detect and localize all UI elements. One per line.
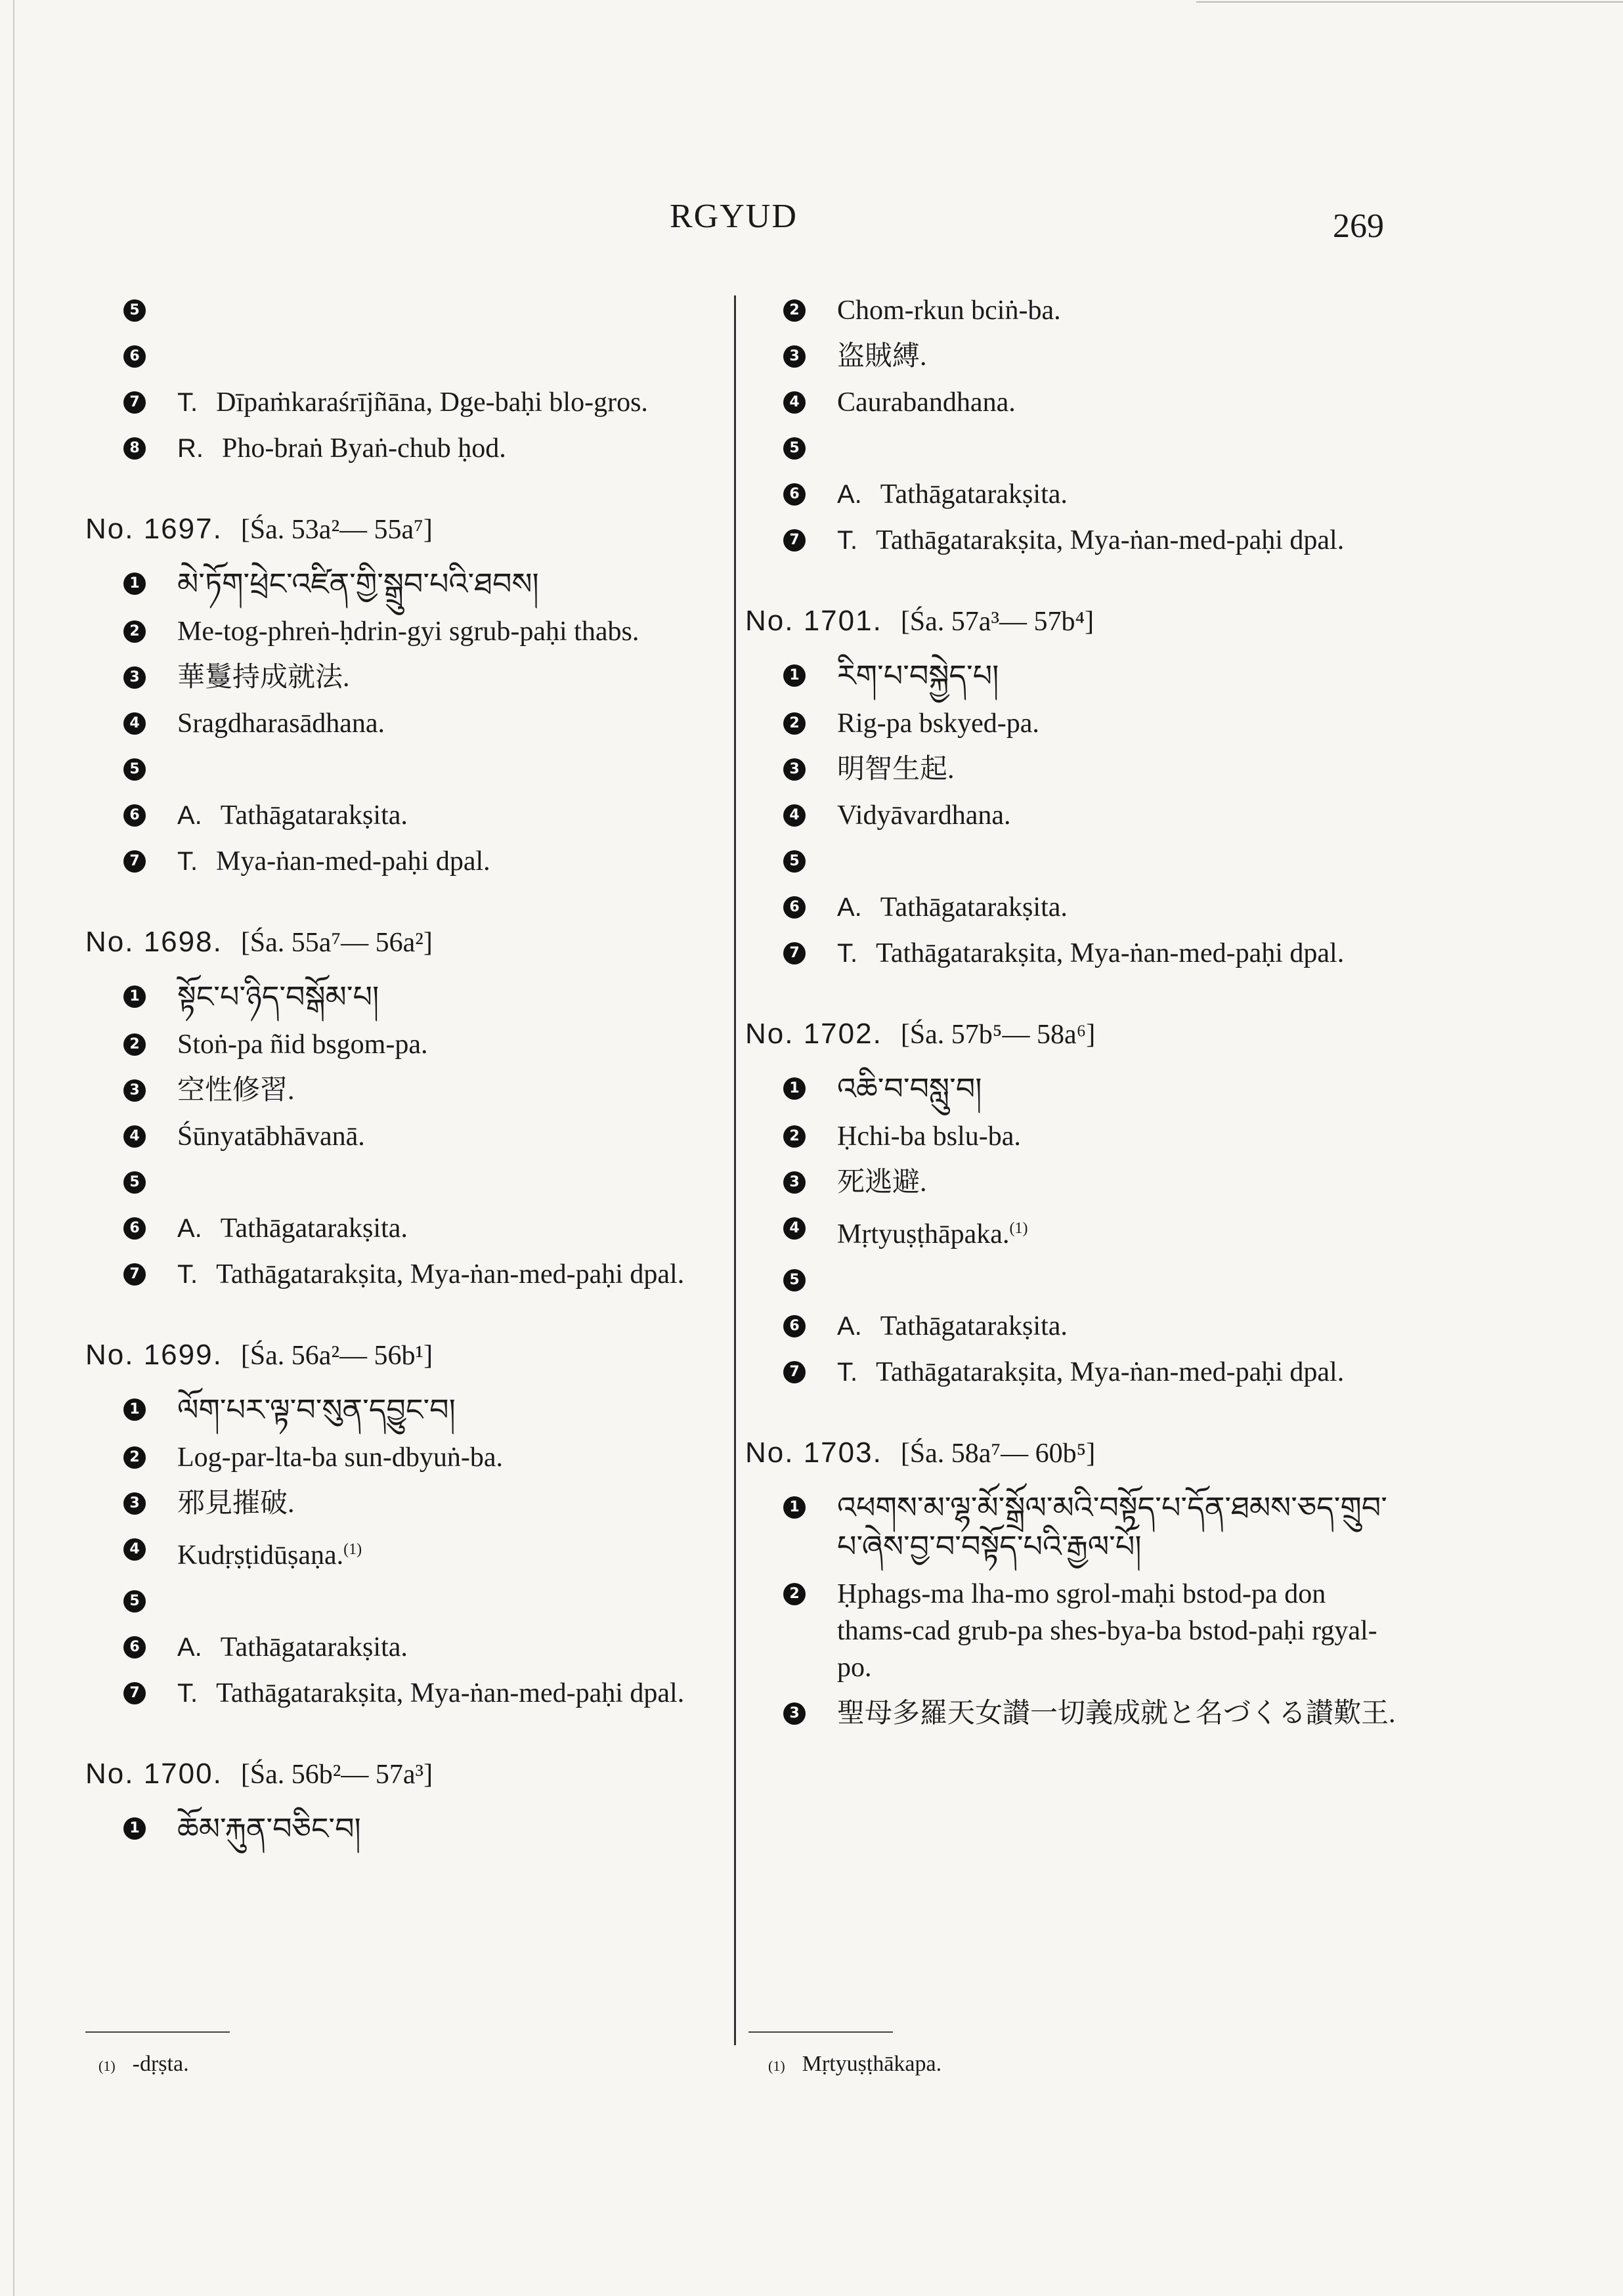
entry-field <box>745 1308 1402 1345</box>
field-number-badge: 5 <box>783 437 806 460</box>
entry-field <box>745 705 1402 742</box>
entry-field <box>85 978 729 1017</box>
field-text: Ḥchi-ba bslu-ba. <box>837 1121 1021 1152</box>
entry-field <box>745 1210 1402 1253</box>
entry-field <box>85 1531 729 1574</box>
field-number-badge: 2 <box>783 1125 806 1148</box>
role-label: T. <box>177 847 198 876</box>
role-label: T. <box>177 1260 198 1289</box>
entry-number: No. 1700. <box>85 1758 223 1790</box>
field-number-badge: 4 <box>123 712 146 735</box>
field-number-badge: 3 <box>783 1702 806 1725</box>
footnote-left <box>98 2052 189 2077</box>
field-number-badge: 3 <box>123 1079 146 1102</box>
folio-reference: [Śa. 57b⁵— 58a⁶] <box>900 1020 1096 1050</box>
field-number-badge: 7 <box>783 529 806 552</box>
role-label: T. <box>177 1679 198 1708</box>
field-text: 華鬘持成就法. <box>177 662 350 693</box>
field-number-badge: 1 <box>783 1077 806 1100</box>
footnote-marker: (1) <box>343 1541 362 1558</box>
left-column <box>85 292 729 1858</box>
entry-field <box>745 935 1402 972</box>
folio-reference: [Śa. 56b²— 57a³] <box>240 1760 433 1790</box>
field-text: Tathāgatarakṣita. <box>220 1632 408 1662</box>
field-number-badge: 2 <box>123 620 146 643</box>
entry-field <box>745 1164 1402 1201</box>
role-label: A. <box>177 1633 202 1662</box>
field-text: ཆོམ་རྐུན་བཅིང་བ། <box>177 1811 361 1846</box>
field-number-badge: 5 <box>783 850 806 873</box>
field-text: འཕགས་མ་ལྷ་མོ་སྒྲོལ་མའི་བསྟོད་པ་དོན་ཐམས་ཅད་གྲུབ་པ་ཞེས་བྱ་བ་བསྟོད་པའི་རྒྱལ་པོ། <box>837 1490 1387 1564</box>
entry-field <box>745 889 1402 926</box>
field-text: Tathāgatarakṣita. <box>880 1311 1068 1341</box>
entry-field <box>745 1118 1402 1155</box>
field-text: Stoṅ-pa ñid bsgom-pa. <box>177 1029 428 1060</box>
field-number-badge: 4 <box>123 1125 146 1148</box>
field-text: Chom-rkun bciṅ-ba. <box>837 295 1061 326</box>
entry-field <box>85 797 729 834</box>
entry-field <box>745 338 1402 375</box>
entry-field <box>745 1070 1402 1109</box>
field-text: རིག་པ་བསྐྱེད་པ། <box>837 658 999 693</box>
field-text: Kudṛṣṭidūṣaṇa. <box>177 1540 344 1570</box>
field-number-badge: 6 <box>123 345 146 368</box>
entry-field <box>85 1210 729 1247</box>
field-number-badge: 1 <box>123 986 146 1008</box>
entry-field <box>85 565 729 604</box>
field-text: Vidyāvardhana. <box>837 800 1011 831</box>
role-label: T. <box>177 388 198 417</box>
entry-field <box>85 1485 729 1522</box>
field-text: Pho-braṅ Byaṅ-chub ḥod. <box>222 433 506 464</box>
field-text: Tathāgatarakṣita, Mya-ṅan-med-paḥi dpal. <box>216 1678 685 1708</box>
entry-field <box>85 751 729 788</box>
entry-heading <box>85 1758 729 1790</box>
field-number-badge: 4 <box>783 1217 806 1240</box>
field-text: Tathāgatarakṣita. <box>880 892 1068 922</box>
role-label: A. <box>837 1312 862 1341</box>
field-text: Mya-ṅan-med-paḥi dpal. <box>216 846 490 877</box>
entry-number: No. 1698. <box>85 926 223 958</box>
field-number-badge: 4 <box>783 391 806 414</box>
entry-number: No. 1697. <box>85 513 223 545</box>
role-label: A. <box>837 480 862 509</box>
entry-number: No. 1703. <box>745 1437 882 1469</box>
field-text: སྟོང་པ་ཉིད་བསྒོམ་པ། <box>177 979 379 1014</box>
right-column <box>745 292 1402 1741</box>
field-number-badge: 2 <box>783 299 806 322</box>
field-number-badge: 3 <box>783 345 806 368</box>
field-number-badge: 7 <box>783 1361 806 1383</box>
field-text: 空性修習. <box>177 1075 295 1106</box>
field-number-badge: 4 <box>783 804 806 827</box>
entry-field <box>745 384 1402 421</box>
field-number-badge: 1 <box>123 1398 146 1421</box>
entry-field <box>745 476 1402 513</box>
field-text: Tathāgatarakṣita, Mya-ṅan-med-paḥi dpal. <box>876 1357 1345 1387</box>
entry-field <box>85 1583 729 1620</box>
footnote-marker: (1) <box>1009 1220 1028 1237</box>
field-text: མེ་ཏོག་ཕྲེང་འཛིན་གྱི་སྒྲུབ་པའི་ཐབས། <box>177 566 539 601</box>
field-number-badge: 2 <box>123 1033 146 1056</box>
entry-field <box>85 430 729 467</box>
field-text: Rig-pa bskyed-pa. <box>837 708 1039 739</box>
entry-field <box>745 657 1402 696</box>
field-text: Mṛtyuṣṭhāpaka. <box>837 1219 1010 1249</box>
entry-heading <box>745 1018 1402 1051</box>
entry-heading <box>745 1437 1402 1469</box>
field-number-badge: 1 <box>783 664 806 687</box>
field-number-badge: 5 <box>783 1269 806 1291</box>
field-text: Śūnyatābhāvanā. <box>177 1121 365 1152</box>
entry-field <box>85 1026 729 1063</box>
entry-field <box>85 843 729 880</box>
field-number-badge: 6 <box>123 804 146 827</box>
field-text: Dīpaṁkaraśrījñāna, Dge-baḥi blo-gros. <box>216 387 648 418</box>
field-text: Tathāgatarakṣita, Mya-ṅan-med-paḥi dpal. <box>216 1259 685 1289</box>
field-number-badge: 3 <box>123 666 146 689</box>
field-text: ལོག་པར་ལྟ་བ་སུན་དབྱུང་བ། <box>177 1392 456 1427</box>
field-number-badge: 6 <box>123 1217 146 1240</box>
field-text: Me-tog-phreṅ-ḥdrin-gyi sgrub-paḥi thabs. <box>177 617 639 647</box>
field-number-badge: 8 <box>123 437 146 460</box>
role-label: A. <box>177 801 202 830</box>
entry-field <box>85 1629 729 1666</box>
field-text: འཆི་བ་བསླུ་བ། <box>837 1071 982 1106</box>
entry-field <box>745 797 1402 834</box>
field-number-badge: 3 <box>123 1492 146 1515</box>
page-edge-line <box>13 0 14 2296</box>
entry-field <box>745 292 1402 329</box>
field-number-badge: 4 <box>123 1538 146 1561</box>
folio-reference: [Śa. 58a⁷— 60b⁵] <box>900 1439 1096 1469</box>
field-number-badge: 3 <box>783 758 806 781</box>
entry-field <box>85 292 729 329</box>
entry-field <box>85 613 729 650</box>
field-text: 盗賊縛. <box>837 341 927 372</box>
field-number-badge: 2 <box>123 1446 146 1469</box>
field-text: 明智生起. <box>837 754 955 785</box>
role-label: T. <box>837 526 858 555</box>
role-label: A. <box>837 893 862 922</box>
field-number-badge: 7 <box>123 850 146 873</box>
field-text: Tathāgatarakṣita, Mya-ṅan-med-paḥi dpal. <box>876 525 1345 555</box>
field-text: 邪見摧破. <box>177 1488 295 1519</box>
entry-field <box>745 751 1402 788</box>
field-number-badge: 5 <box>123 1590 146 1613</box>
entry-field <box>85 1810 729 1849</box>
entry-field <box>85 338 729 375</box>
entry-field <box>85 659 729 696</box>
entry-heading <box>85 926 729 959</box>
field-number-badge: 2 <box>783 1583 806 1605</box>
entry-field <box>85 1675 729 1712</box>
field-number-badge: 2 <box>783 712 806 735</box>
field-text: Tathāgatarakṣita. <box>220 800 408 831</box>
entry-field <box>745 843 1402 880</box>
entry-number: No. 1701. <box>745 605 882 637</box>
field-text: 聖母多羅天女讃一切義成就と名づくる讃歎王. <box>837 1699 1396 1729</box>
field-number-badge: 3 <box>783 1171 806 1194</box>
footnote-right <box>768 2052 941 2077</box>
entry-number: No. 1699. <box>85 1339 223 1371</box>
folio-reference: [Śa. 55a⁷— 56a²] <box>240 928 433 958</box>
role-label: R. <box>177 434 204 463</box>
entry-field <box>85 705 729 742</box>
running-header: RGYUD <box>670 198 798 235</box>
field-number-badge: 1 <box>783 1496 806 1519</box>
field-number-badge: 7 <box>123 391 146 414</box>
entry-heading <box>745 605 1402 638</box>
field-number-badge: 6 <box>783 896 806 919</box>
field-text: Tathāgatarakṣita, Mya-ṅan-med-paḥi dpal. <box>876 938 1345 968</box>
entry-heading <box>85 1339 729 1372</box>
field-text: Sragdharasādhana. <box>177 708 385 739</box>
top-rule <box>1196 1 1623 3</box>
entry-field <box>85 1118 729 1155</box>
footnote-text: -dṛṣta. <box>132 2052 189 2076</box>
entry-field <box>85 1072 729 1109</box>
field-text: Ḥphags-ma lha-mo sgrol-maḥi bstod-pa don thams-cad grub-pa shes-bya-ba bstod-paḥi rgyal-po. <box>837 1579 1377 1683</box>
role-label: T. <box>837 1358 858 1387</box>
entry-field <box>745 1354 1402 1391</box>
field-number-badge: 6 <box>783 1315 806 1337</box>
footnote-number: (1) <box>98 2058 116 2074</box>
field-number-badge: 1 <box>123 1817 146 1840</box>
entry-field <box>745 522 1402 559</box>
field-text: 死逃避. <box>837 1167 927 1198</box>
entry-field <box>85 1391 729 1430</box>
footnote-number: (1) <box>768 2058 785 2074</box>
role-label: A. <box>177 1214 202 1243</box>
entry-number: No. 1702. <box>745 1018 882 1050</box>
role-label: T. <box>837 939 858 968</box>
entry-heading <box>85 513 729 546</box>
field-number-badge: 7 <box>123 1682 146 1704</box>
folio-reference: [Śa. 56a²— 56b¹] <box>240 1341 433 1371</box>
entry-field <box>85 384 729 421</box>
footnote-rule-right <box>748 2031 893 2033</box>
field-number-badge: 7 <box>123 1263 146 1286</box>
field-number-badge: 1 <box>123 573 146 595</box>
folio-reference: [Śa. 57a³— 57b⁴] <box>900 607 1094 637</box>
entry-field <box>745 1576 1402 1686</box>
field-number-badge: 5 <box>123 299 146 322</box>
field-number-badge: 6 <box>783 483 806 506</box>
field-number-badge: 5 <box>123 1171 146 1194</box>
entry-field <box>745 1489 1402 1567</box>
entry-field <box>745 1262 1402 1299</box>
field-text: Log-par-lta-ba sun-dbyuṅ-ba. <box>177 1442 503 1473</box>
field-text: Tathāgatarakṣita. <box>880 479 1068 509</box>
field-text: Caurabandhana. <box>837 387 1016 418</box>
field-number-badge: 6 <box>123 1636 146 1658</box>
field-number-badge: 5 <box>123 758 146 781</box>
footnote-rule-left <box>85 2031 230 2033</box>
entry-field <box>85 1164 729 1201</box>
field-number-badge: 7 <box>783 942 806 964</box>
entry-field <box>745 1695 1402 1732</box>
entry-field <box>745 430 1402 467</box>
folio-reference: [Śa. 53a²— 55a⁷] <box>240 515 433 545</box>
entry-field <box>85 1256 729 1293</box>
entry-field <box>85 1439 729 1476</box>
footnote-text: Mṛtyuṣṭhākapa. <box>802 2052 942 2076</box>
page-number: 269 <box>1333 207 1384 245</box>
field-text: Tathāgatarakṣita. <box>220 1213 408 1244</box>
column-divider <box>734 295 736 2045</box>
